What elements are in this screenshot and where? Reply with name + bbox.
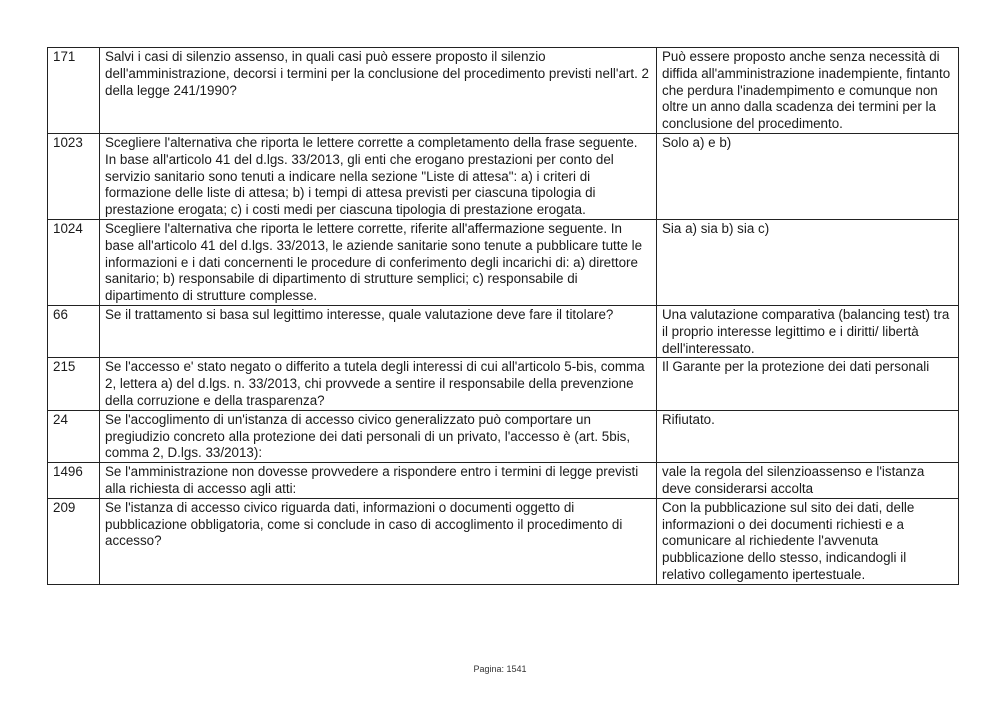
table-row — [48, 48, 959, 134]
row-id: 209 — [48, 498, 100, 584]
table-row — [48, 133, 959, 219]
row-question: Se l'accesso e' stato negato o differito a tutela degli interessi di cui all'articolo 5-bis, comma 2, lettera a) del d.lgs. n. 33/2013, chi provvede a sentire il responsabile della prevenzione della corruzione e della trasparenza? — [100, 358, 657, 410]
row-id: 171 — [48, 48, 100, 134]
row-answer: vale la regola del silenzioassenso e l'istanza deve considerarsi accolta — [657, 463, 959, 499]
row-answer: Il Garante per la protezione dei dati personali — [657, 358, 959, 410]
table-row — [48, 358, 959, 410]
row-question: Scegliere l'alternativa che riporta le lettere corrette a completamento della frase seguente. In base all'articolo 41 del d.lgs. 33/2013, gli enti che erogano prestazioni per conto del servizio sanitario sono tenuti a indicare nella sezione "Liste di attesa": a) i criteri di formazione delle liste di attesa; b) i tempi di attesa previsti per ciascuna tipologia di prestazione erogata; c) i costi medi per ciascuna tipologia di prestazione erogata. — [100, 133, 657, 219]
row-question: Scegliere l'alternativa che riporta le lettere corrette, riferite all'affermazione seguente. In base all'articolo 41 del d.lgs. 33/2013, le aziende sanitarie sono tenute a pubblicare tutte le informazioni e i dati concernenti le procedure di conferimento degli incarichi di: a) direttore sanitario; b) responsabile di dipartimento di strutture semplici; c) responsabile di dipartimento di strutture complesse. — [100, 219, 657, 305]
row-answer: Rifiutato. — [657, 410, 959, 462]
page-number: Pagina: 1541 — [473, 664, 527, 674]
table-row — [48, 305, 959, 357]
row-id: 24 — [48, 410, 100, 462]
table-row — [48, 498, 959, 584]
row-id: 1024 — [48, 219, 100, 305]
row-answer: Con la pubblicazione sul sito dei dati, delle informazioni o dei documenti richiesti e a comunicare al richiedente l'avvenuta pubblicazione dello stesso, indicandogli il relativo collegamento ipertestuale. — [657, 498, 959, 584]
row-id: 1496 — [48, 463, 100, 499]
row-question: Se il trattamento si basa sul legittimo interesse, quale valutazione deve fare il titolare? — [100, 305, 657, 357]
row-question: Se l'amministrazione non dovesse provvedere a rispondere entro i termini di legge previsti alla richiesta di accesso agli atti: — [100, 463, 657, 499]
table-row — [48, 410, 959, 462]
table-row — [48, 219, 959, 305]
row-answer: Può essere proposto anche senza necessità di diffida all'amministrazione inadempiente, fintanto che perdura l'inadempimento e comunque non oltre un anno dalla scadenza dei termini per la conclusione del procedimento. — [657, 48, 959, 134]
row-id: 215 — [48, 358, 100, 410]
row-answer: Solo a) e b) — [657, 133, 959, 219]
row-answer: Una valutazione comparativa (balancing test) tra il proprio interesse legittimo e i diritti/ libertà dell'interessato. — [657, 305, 959, 357]
row-id: 1023 — [48, 133, 100, 219]
table-row — [48, 463, 959, 499]
row-question: Se l'accoglimento di un'istanza di accesso civico generalizzato può comportare un pregiudizio concreto alla protezione dei dati personali di un privato, l'accesso è (art. 5bis, comma 2, D.lgs. 33/2013): — [100, 410, 657, 462]
row-answer: Sia a) sia b) sia c) — [657, 219, 959, 305]
row-question: Se l'istanza di accesso civico riguarda dati, informazioni o documenti oggetto di pubblicazione obbligatoria, come si conclude in caso di accoglimento il procedimento di accesso? — [100, 498, 657, 584]
qa-table — [47, 47, 959, 585]
row-question: Salvi i casi di silenzio assenso, in quali casi può essere proposto il silenzio dell'amministrazione, decorsi i termini per la conclusione del procedimento previsti nell'art. 2 della legge 241/1990? — [100, 48, 657, 134]
row-id: 66 — [48, 305, 100, 357]
